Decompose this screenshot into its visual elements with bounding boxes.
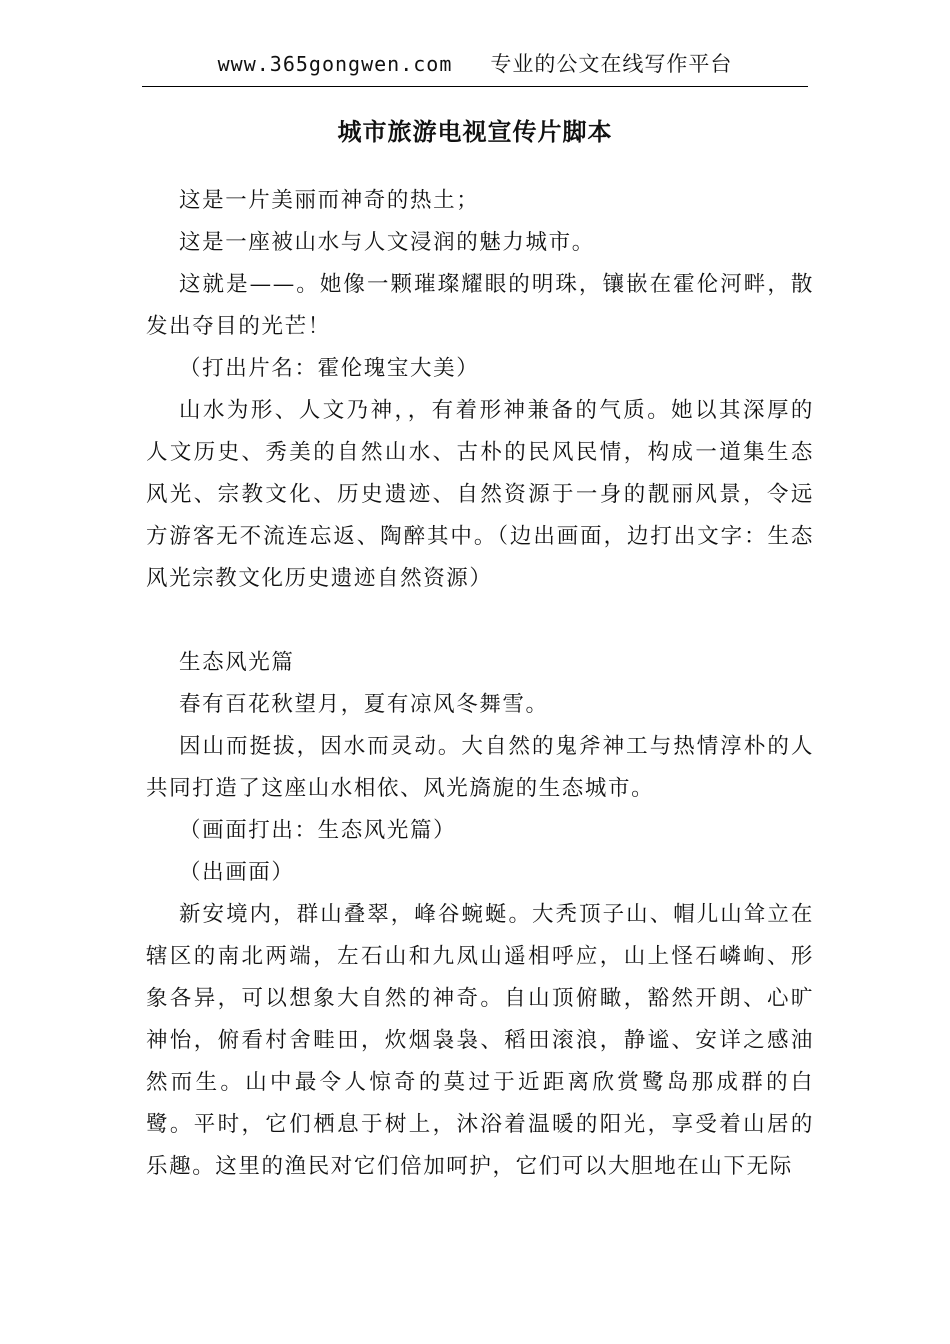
paragraph: （画面打出：生态风光篇） — [179, 818, 457, 843]
page-header — [142, 48, 808, 86]
paragraph: （打出片名：霍伦瑰宝大美） — [179, 356, 480, 381]
document-title: 城市旅游电视宣传片脚本 — [337, 118, 613, 146]
paragraph: 因山而挺拔，因水而灵动。大自然的鬼斧神工与热情淳朴的人共同打造了这座山水相依、风光旖旎的生态城市。 — [146, 734, 814, 801]
document-body — [146, 180, 814, 1188]
paragraph: 新安境内，群山叠翠，峰谷蜿蜒。大秃顶子山、帽儿山耸立在辖区的南北两端，左石山和九凤山遥相呼应，山上怪石嶙峋、形象各异，可以想象大自然的神奇。自山顶俯瞰，豁然开朗、心旷神怡，俯看村舍畦田，炊烟袅袅、稻田滚浪，静谧、安详之感油然而生。山中最令人惊奇的莫过于近距离欣赏鹭岛那成群的白鹭。平时，它们栖息于树上，沐浴着温暖的阳光，享受着山居的乐趣。这里的渔民对它们倍加呵护，它们可以大胆地在山下无际 — [146, 902, 814, 1179]
paragraph-spacer — [146, 600, 814, 642]
paragraph: （出画面） — [179, 860, 295, 885]
header-tagline: 专业的公文在线写作平台 — [490, 52, 733, 76]
paragraph: 山水为形、人文乃神，，有着形神兼备的气质。她以其深厚的人文历史、秀美的自然山水、古朴的民风民情，构成一道集生态风光、宗教文化、历史遗迹、自然资源于一身的靓丽风景，令远方游客无不流连忘返、陶醉其中。（边出画面，边打出文字：生态风光宗教文化历史遗迹自然资源） — [146, 398, 814, 591]
section-heading: 生态风光篇 — [179, 650, 295, 675]
paragraph: 这就是——。她像一颗璀璨耀眼的明珠，镶嵌在霍伦河畔，散发出夺目的光芒！ — [146, 272, 814, 339]
paragraph: 春有百花秋望月，夏有凉风冬舞雪。 — [179, 692, 549, 717]
header-divider — [142, 86, 808, 87]
paragraph: 这是一片美丽而神奇的热土； — [179, 188, 480, 213]
header-site-url: www.365gongwen.com — [217, 52, 453, 76]
paragraph: 这是一座被山水与人文浸润的魅力城市。 — [179, 230, 595, 255]
